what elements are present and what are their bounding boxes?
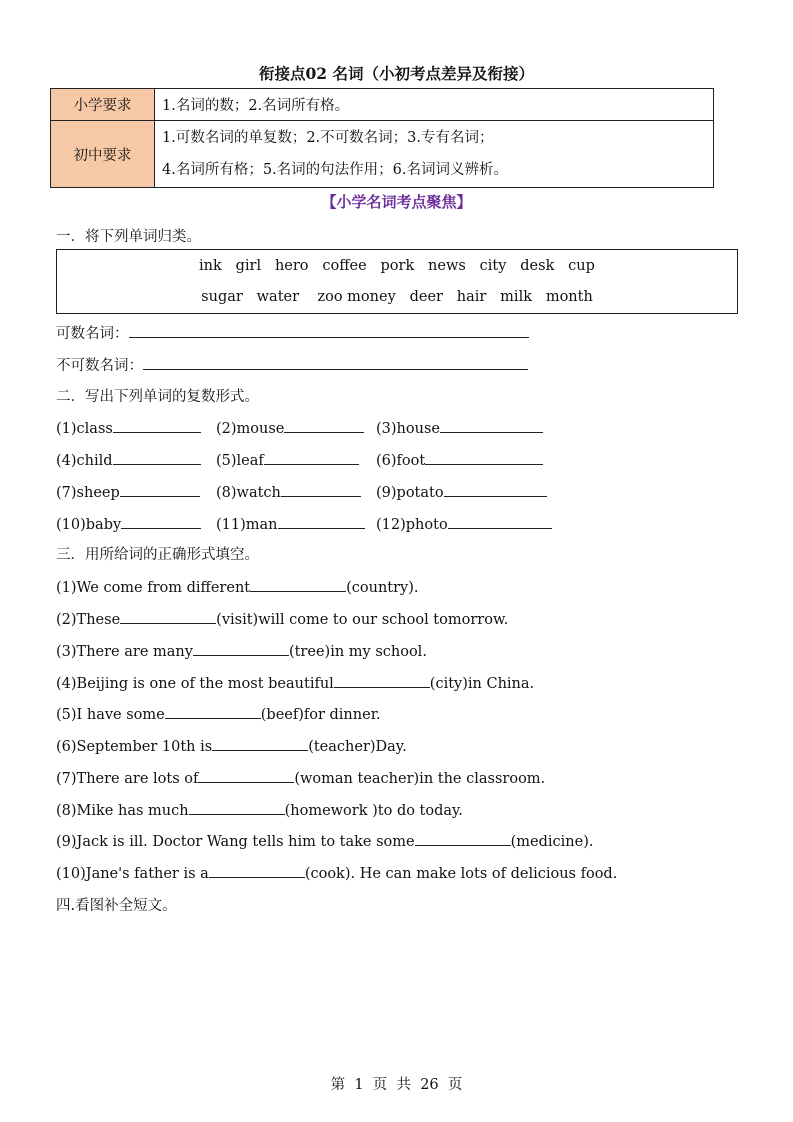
plural-item-word: (7)sheep [56, 485, 120, 501]
junior-requirement-line-2: 4.名词所有格；5.名词的句法作用；6.名词词义辨析。 [162, 162, 509, 178]
plural-item-word: (10)baby [56, 517, 122, 533]
plural-item [216, 514, 365, 533]
fill-answer-blank[interactable] [120, 609, 216, 624]
fill-sentence [56, 736, 407, 755]
fill-sentence-text: (country). [346, 580, 419, 596]
fill-sentence [56, 577, 419, 596]
fill-answer-blank[interactable] [334, 673, 430, 688]
uncountable-label: 不可数名词： [56, 358, 143, 374]
fill-answer-blank[interactable] [212, 736, 308, 751]
fill-sentence-text: (city)in China. [429, 676, 535, 692]
primary-requirement-label: 小学要求 [51, 89, 155, 121]
word-box [56, 249, 738, 314]
plural-item [216, 450, 359, 469]
page-title: 衔接点02 名词（小初考点差异及衔接） [259, 64, 534, 83]
fill-sentence [56, 609, 508, 628]
plural-answer-blank[interactable] [448, 514, 552, 529]
fill-sentence-text: (homework )to do today. [284, 803, 463, 819]
section4-heading: 四.看图补全短文。 [56, 898, 177, 914]
plural-answer-blank[interactable] [120, 482, 200, 497]
plural-item [376, 514, 552, 533]
plural-answer-blank[interactable] [284, 418, 364, 433]
section2-heading: 二．写出下列单词的复数形式。 [56, 389, 259, 405]
plural-item [376, 482, 547, 501]
fill-sentence-text: (teacher)Day. [308, 739, 407, 755]
fill-sentence-text: (beef)for dinner. [260, 707, 381, 723]
fill-answer-blank[interactable] [198, 768, 294, 783]
fill-answer-blank[interactable] [165, 704, 261, 719]
fill-sentence-text: (4)Beijing is one of the most beautiful [56, 676, 334, 692]
plural-answer-blank[interactable] [281, 482, 361, 497]
uncountable-row [56, 354, 528, 375]
plural-item-word: (4)child [56, 453, 113, 469]
fill-answer-blank[interactable] [250, 577, 346, 592]
word-box-line-2: sugar water zoo money deer hair milk month [201, 289, 593, 305]
fill-sentence [56, 863, 617, 882]
plural-answer-blank[interactable] [121, 514, 201, 529]
fill-sentence-text: (1)We come from different [56, 580, 251, 596]
plural-answer-blank[interactable] [278, 514, 365, 529]
plural-item [216, 482, 361, 501]
plural-answer-blank[interactable] [425, 450, 543, 465]
plural-item-word: (6)foot [376, 453, 426, 469]
plural-item [56, 450, 201, 469]
fill-answer-blank[interactable] [209, 863, 305, 878]
fill-sentence [56, 831, 593, 850]
plural-answer-blank[interactable] [440, 418, 543, 433]
plural-item-word: (12)photo [376, 517, 448, 533]
junior-requirement-label: 初中要求 [51, 121, 155, 188]
word-box-line-1: ink girl hero coffee pork news city desk cup [199, 258, 595, 274]
countable-answer-blank[interactable] [129, 323, 529, 338]
plural-answer-blank[interactable] [113, 418, 201, 433]
plural-item-word: (2)mouse [216, 421, 285, 437]
fill-sentence [56, 641, 427, 660]
plural-item [376, 418, 543, 437]
fill-sentence-text: (7)There are lots of [56, 771, 199, 787]
plural-item [56, 418, 201, 437]
fill-sentence [56, 673, 534, 692]
fill-sentence-text: (8)Mike has much [56, 803, 189, 819]
countable-row [56, 322, 529, 343]
fill-sentence-text: (6)September 10th is [56, 739, 213, 755]
fill-answer-blank[interactable] [193, 641, 289, 656]
fill-sentence-text: (10)Jane's father is a [56, 866, 209, 882]
fill-sentence-text: (visit)will come to our school tomorrow. [216, 612, 509, 628]
fill-sentence [56, 704, 381, 723]
uncountable-answer-blank[interactable] [143, 355, 528, 370]
fill-sentence [56, 768, 545, 787]
plural-item [376, 450, 543, 469]
junior-requirement-text [155, 121, 714, 188]
plural-item-word: (3)house [376, 421, 440, 437]
plural-item [56, 514, 201, 533]
fill-sentence-text: (tree)in my school. [288, 644, 427, 660]
plural-item [56, 482, 200, 501]
fill-sentence-text: (5)I have some [56, 707, 165, 723]
section1-heading: 一．将下列单词归类。 [56, 229, 201, 245]
primary-requirement-text: 1.名词的数；2.名词所有格。 [155, 89, 714, 121]
countable-label: 可数名词： [56, 326, 129, 342]
fill-sentence-text: (woman teacher)in the classroom. [294, 771, 546, 787]
section-subtitle: 【小学名词考点聚焦】 [321, 193, 472, 211]
junior-requirement-line-1: 1.可数名词的单复数；2.不可数名词；3.专有名词； [162, 130, 494, 146]
plural-item-word: (11)man [216, 517, 278, 533]
plural-item-word: (8)watch [216, 485, 281, 501]
plural-item-word: (9)potato [376, 485, 444, 501]
fill-sentence-text: (2)These [56, 612, 121, 628]
requirements-table [50, 88, 714, 188]
fill-answer-blank[interactable] [415, 831, 511, 846]
plural-item-word: (1)class [56, 421, 113, 437]
fill-sentence-text: (9)Jack is ill. Doctor Wang tells him to take some [56, 834, 415, 850]
fill-sentence-text: (3)There are many [56, 644, 193, 660]
plural-answer-blank[interactable] [113, 450, 201, 465]
page-footer: 第 1 页 共 26 页 [330, 1077, 463, 1093]
fill-sentence-text: (cook). He can make lots of delicious food. [304, 866, 618, 882]
fill-sentence [56, 800, 463, 819]
fill-sentence-text: (medicine). [510, 834, 594, 850]
section3-heading: 三．用所给词的正确形式填空。 [56, 547, 259, 563]
plural-item-word: (5)leaf [216, 453, 264, 469]
plural-item [216, 418, 364, 437]
plural-answer-blank[interactable] [264, 450, 359, 465]
fill-answer-blank[interactable] [189, 800, 285, 815]
plural-answer-blank[interactable] [444, 482, 547, 497]
